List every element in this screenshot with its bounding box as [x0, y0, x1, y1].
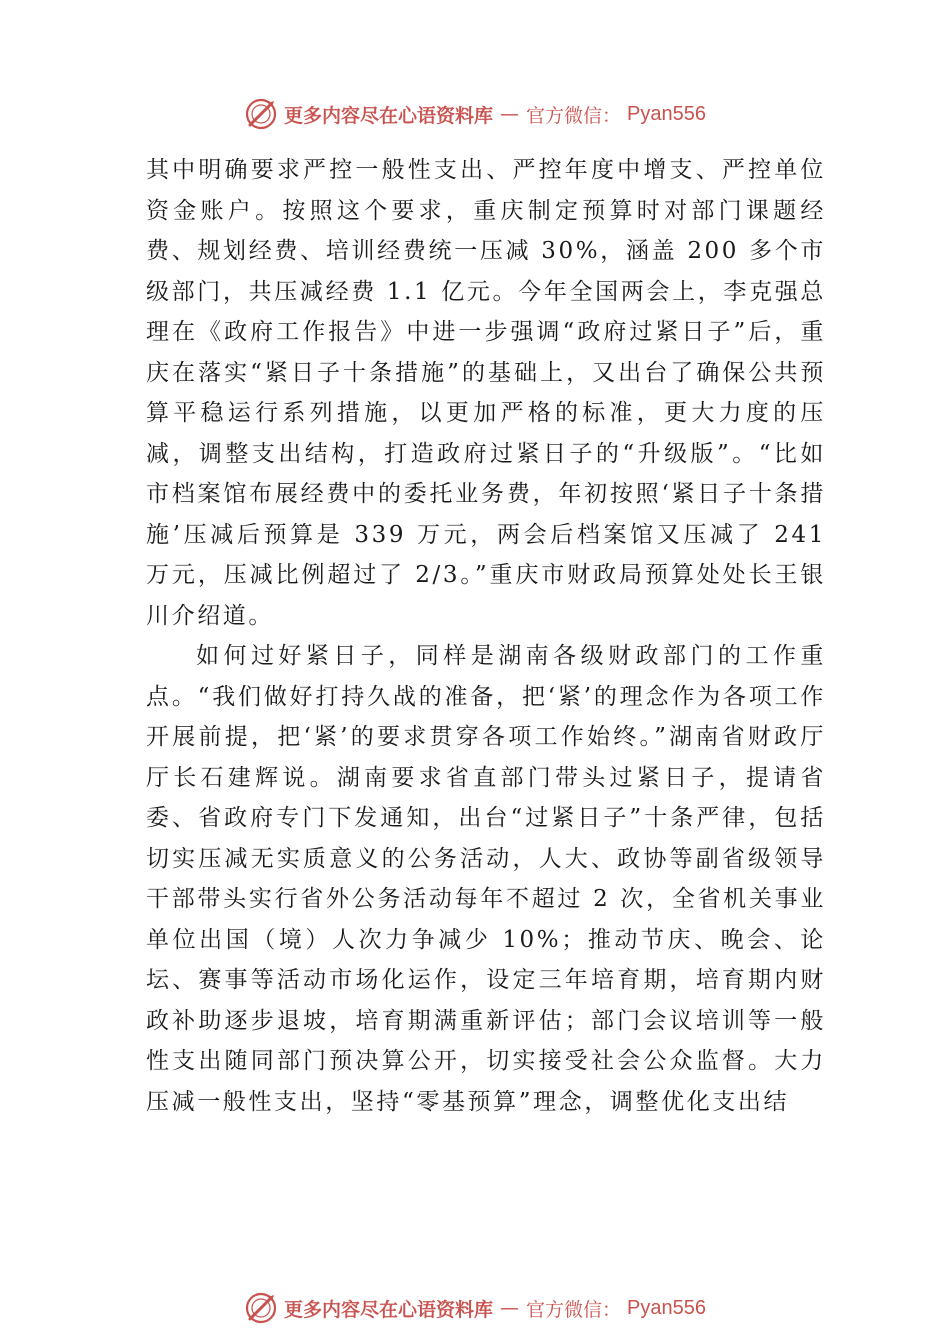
- header-banner: [0, 94, 950, 134]
- footer-brand-text: 更多内容尽在心语资料库: [284, 1298, 494, 1321]
- footer-dash: —: [500, 1297, 520, 1319]
- footer-wechat-label: 官方微信：: [526, 1298, 622, 1321]
- paragraph-1: 其中明确要求严控一般性支出、严控年度中增支、严控单位资金账户。按照这个要求，重庆制定预算时对部门课题经费、规划经费、培训经费统一压减 30%，涵盖 200 多个市级部门，共压减经费 1.1 亿元。今年全国两会上，李克强总理在《政府工作报告》中进一步强调“政府过紧日子”后，重庆在落实“紧日子十条措施”的基础上，又出台了确保公共预算平稳运行系列措施，以更加严格的标准，更大力度的压减，调整支出结构，打造政府过紧日子的“升级版”。“比如市档案馆布展经费中的委托业务费，年初按照‘紧日子十条措施’压减后预算是 339 万元，两会后档案馆又压减了 241 万元，压减比例超过了 2/3。”重庆市财政局预算处处长王银川介绍道。: [146, 157, 826, 629]
- footer-banner: [0, 1288, 950, 1328]
- document-body: [146, 150, 826, 1122]
- header-dash: —: [500, 103, 520, 125]
- header-wechat-id: Pyan556: [627, 102, 706, 125]
- paragraph-2: 如何过好紧日子，同样是湖南各级财政部门的工作重点。“我们做好打持久战的准备，把‘紧’的理念作为各项工作开展前提，把‘紧’的要求贯穿各项工作始终。”湖南省财政厅厅长石建辉说。湖南要求省直部门带头过紧日子，提请省委、省政府专门下发通知，出台“过紧日子”十条严律，包括切实压减无实质意义的公务活动，人大、政协等副省级领导干部带头实行省外公务活动每年不超过 2 次，全省机关事业单位出国（境）人次力争减少 10%；推动节庆、晚会、论坛、赛事等活动市场化运作，设定三年培育期，培育期内财政补助逐步退坡，培育期满重新评估；部门会议培训等一般性支出随同部门预决算公开，切实接受社会公众监督。大力压减一般性支出，坚持“零基预算”理念，调整优化支出结: [146, 643, 826, 1115]
- header-brand-text: 更多内容尽在心语资料库: [284, 104, 494, 127]
- logo-icon: [244, 1291, 278, 1325]
- header-wechat-label: 官方微信：: [526, 104, 622, 127]
- footer-wechat-id: Pyan556: [627, 1296, 706, 1319]
- logo-icon: [244, 97, 278, 131]
